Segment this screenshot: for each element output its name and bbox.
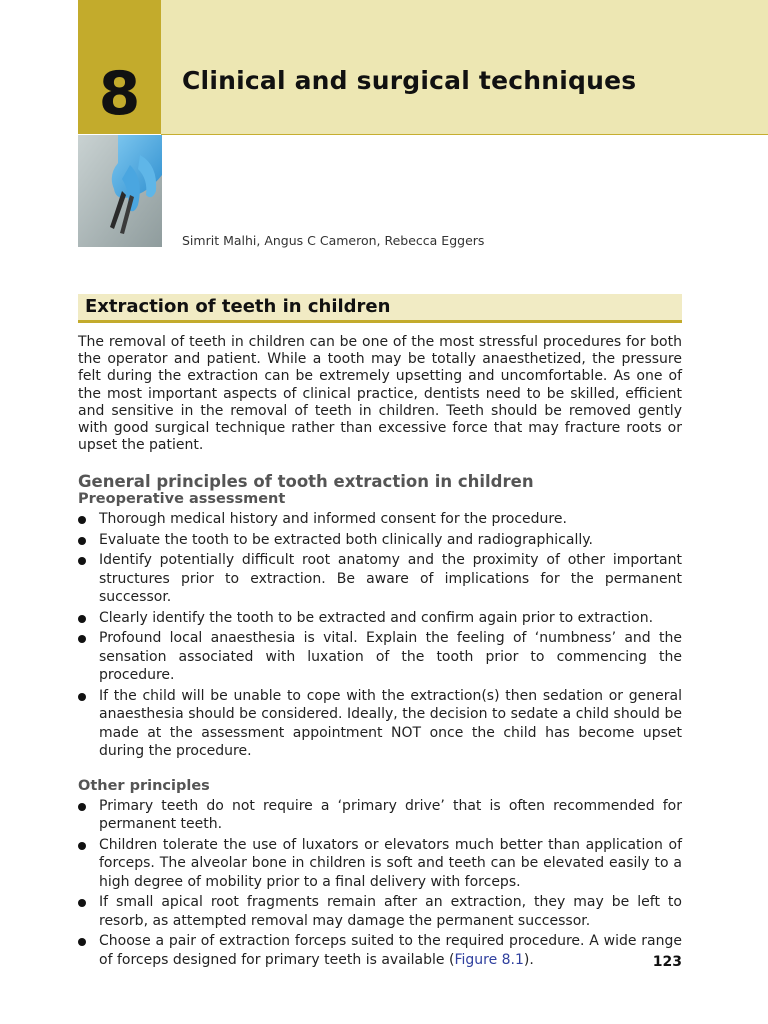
- gloved-hand-forceps-photo: [78, 135, 162, 247]
- chapter-number: 8: [98, 59, 141, 129]
- bullet-icon: [78, 557, 86, 565]
- chapter-title: Clinical and surgical techniques: [182, 66, 637, 95]
- bullet-icon: [78, 615, 86, 623]
- list-item-text: Thorough medical history and informed consent for the procedure.: [99, 511, 567, 528]
- section-title: Extraction of teeth in children: [85, 296, 391, 317]
- subheading-general-principles: General principles of tooth extraction in children: [78, 472, 534, 492]
- heading-other-principles: Other principles: [78, 777, 210, 794]
- other-principles-list: [78, 797, 682, 970]
- bullet-icon: [78, 537, 86, 545]
- list-item: [78, 932, 682, 969]
- list-item: [78, 893, 682, 930]
- list-item: [78, 531, 682, 550]
- list-item-text: Evaluate the tooth to be extracted both clinically and radiographically.: [99, 531, 593, 548]
- chapter-badge: [78, 0, 161, 134]
- list-item: [78, 836, 682, 892]
- bullet-icon: [78, 635, 86, 643]
- section-heading-bar: [78, 294, 682, 323]
- list-item-text: If small apical root fragments remain after an extraction, they may be left to resorb, as attempted removal may damage the permanent successor.: [99, 894, 682, 929]
- photo-illustration: [78, 135, 162, 247]
- list-item-text: If the child will be unable to cope with the extraction(s) then sedation or general anaesthesia should be considered. Ideally, the decision to sedate a child should be made at the assessment appointment NOT once the child has become upset during the procedure.: [99, 687, 682, 760]
- intro-paragraph: The removal of teeth in children can be one of the most stressful procedures for both the operator and patient. While a tooth may be totally anaesthetized, the pressure felt during the extraction can be extremely upsetting and uncomfortable. As one of the most important aspects of clinical practice, dentists need to be skilled, efficient and sensitive in the removal of teeth in children. Teeth should be removed gently with good surgical technique rather than excessive force that may fracture roots or upset the patient.: [78, 334, 682, 454]
- list-item: [78, 629, 682, 685]
- list-item-text-end: ).: [523, 951, 534, 968]
- list-item: [78, 510, 682, 529]
- list-item: [78, 551, 682, 607]
- list-item-text: Identify potentially difficult root anatomy and the proximity of other important structures prior to extraction. Be aware of implications for the permanent successor.: [99, 552, 682, 606]
- list-item: [78, 797, 682, 834]
- list-item-text: Profound local anaesthesia is vital. Explain the feeling of ‘numbness’ and the sensation associated with luxation of the tooth prior to commencing the procedure.: [99, 630, 682, 684]
- bullet-icon: [78, 842, 86, 850]
- preoperative-list: [78, 510, 682, 761]
- figure-link[interactable]: Figure 8.1: [454, 951, 524, 968]
- body-content: [78, 334, 682, 971]
- bullet-icon: [78, 516, 86, 524]
- list-item-text: Primary teeth do not require a ‘primary drive’ that is often recommended for permanent teeth.: [99, 797, 682, 833]
- list-item-text: Clearly identify the tooth to be extracted and confirm again prior to extraction.: [99, 609, 654, 626]
- list-item-text: Children tolerate the use of luxators or elevators much better than application of forceps. The alveolar bone in children is soft and teeth can be elevated easily to a high degree of mobility prior to a final delivery with forceps.: [99, 836, 682, 890]
- list-item: [78, 609, 682, 628]
- bullet-icon: [78, 803, 86, 811]
- bullet-icon: [78, 899, 86, 907]
- authors: Simrit Malhi, Angus C Cameron, Rebecca Eggers: [182, 233, 485, 248]
- bullet-icon: [78, 693, 86, 701]
- heading-preoperative-assessment: Preoperative assessment: [78, 491, 286, 508]
- page-number: 123: [652, 954, 682, 970]
- list-item: [78, 687, 682, 761]
- bullet-icon: [78, 938, 86, 946]
- list-item-text: Choose a pair of extraction forceps suited to the required procedure. A wide range of forceps designed for primary teeth is available (: [99, 933, 682, 968]
